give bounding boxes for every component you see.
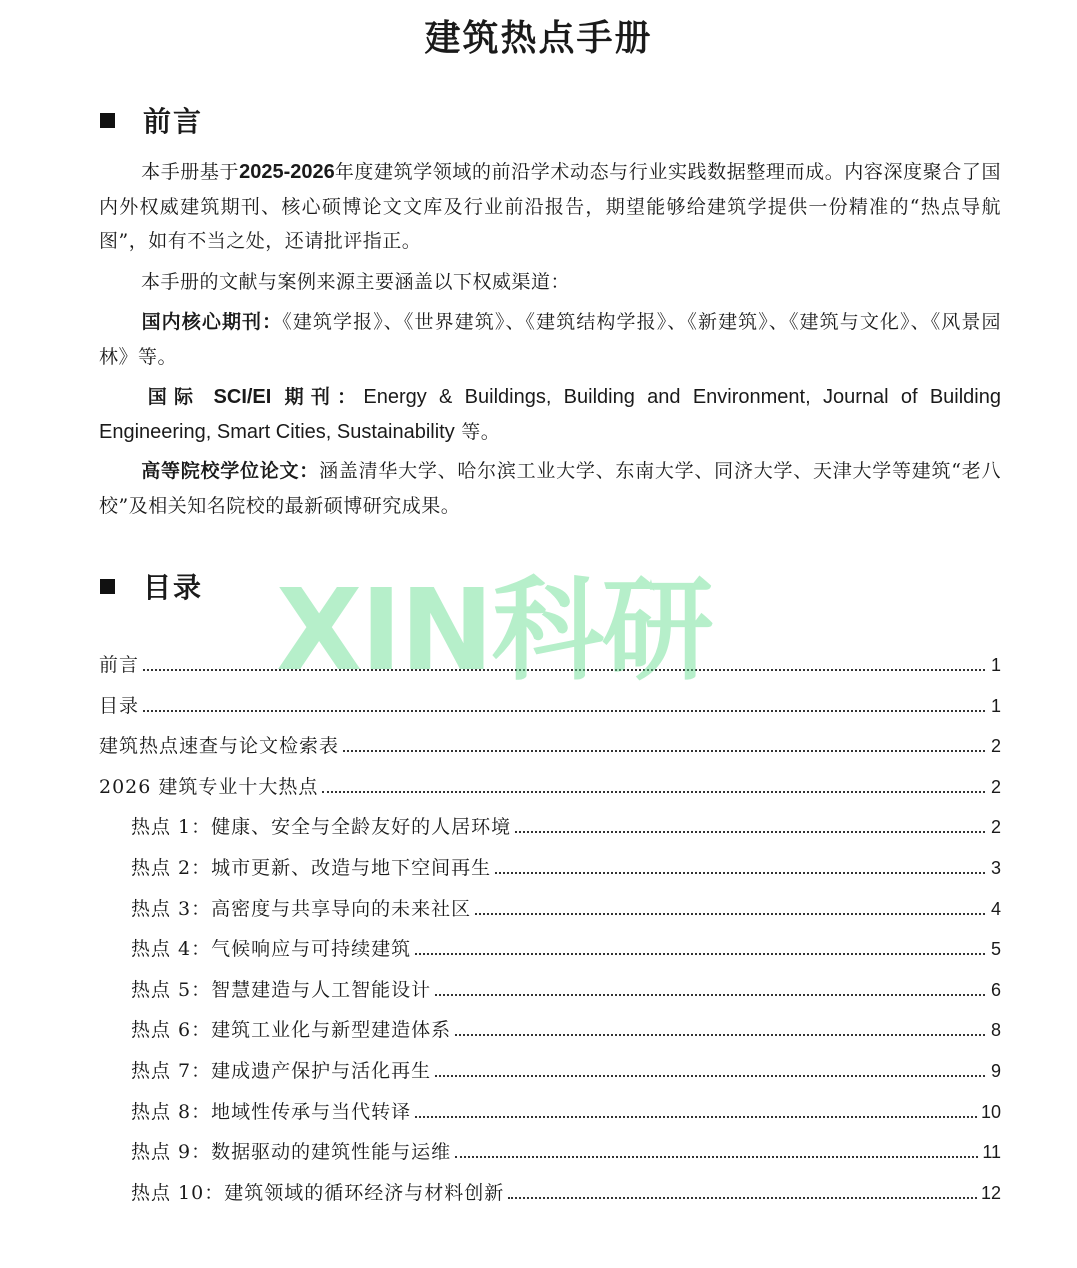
toc-entry-page: 1 bbox=[990, 655, 1001, 675]
toc-leader-dots bbox=[435, 993, 985, 996]
toc-entry-label: 目录 bbox=[99, 694, 140, 717]
toc-entry-label: 热点 4：气候响应与可持续建筑 bbox=[131, 938, 412, 961]
toc-entry-page: 8 bbox=[990, 1020, 1001, 1041]
toc-entry[interactable] bbox=[99, 689, 1001, 730]
toc-entry-page: 5 bbox=[990, 939, 1001, 960]
toc-leader-dots bbox=[415, 952, 985, 955]
toc-entry[interactable] bbox=[99, 1095, 1001, 1136]
toc-entry[interactable] bbox=[99, 1176, 1001, 1217]
toc-entry[interactable] bbox=[99, 973, 1001, 1014]
toc-entry-page: 1 bbox=[990, 695, 1001, 716]
square-bullet-icon bbox=[100, 579, 115, 594]
intl-label-1: 国际 bbox=[141, 386, 201, 408]
toc-entry[interactable] bbox=[99, 810, 1001, 851]
toc-entry-label: 建筑热点速查与论文检索表 bbox=[99, 735, 340, 758]
intro-part1: 本手册基于 bbox=[141, 161, 240, 183]
toc-entry-page: 2 bbox=[990, 776, 1001, 797]
toc-entry-label: 热点 8：地域性传承与当代转译 bbox=[131, 1100, 412, 1123]
toc-leader-dots bbox=[475, 912, 985, 915]
toc-leader-dots bbox=[415, 1115, 977, 1118]
intl-text: Energy & Buildings, Building and Environment, Journal of Building Engineering, Smart Cities, Sustainability bbox=[99, 386, 1001, 443]
theses-paragraph bbox=[99, 454, 1001, 523]
toc-entry-page: 11 bbox=[982, 1142, 1001, 1163]
sources-intro-text: 本手册的文献与案例来源主要涵盖以下权威渠道： bbox=[141, 271, 571, 293]
toc-entry-label: 热点 2：城市更新、改造与地下空间再生 bbox=[131, 856, 492, 879]
toc-entry[interactable] bbox=[99, 1135, 1001, 1176]
domestic-journals-paragraph bbox=[99, 305, 1001, 374]
intl-label-3: 期刊： bbox=[284, 386, 364, 408]
toc-entry-page: 4 bbox=[990, 898, 1001, 919]
toc-entry-label: 2026 建筑专业十大热点 bbox=[99, 775, 319, 798]
domestic-text: 《建筑学报》、《世界建筑》、《建筑结构学报》、《新建筑》、《建筑与文化》、《风景园林》等。 bbox=[99, 311, 1001, 368]
toc-entry[interactable] bbox=[99, 1013, 1001, 1054]
toc-entry-label: 热点 3：高密度与共享导向的未来社区 bbox=[131, 897, 472, 920]
toc-entry-label: 热点 9：数据驱动的建筑性能与运维 bbox=[131, 1141, 452, 1164]
intro-years: 2025-2026 bbox=[239, 161, 335, 183]
toc-leader-dots bbox=[455, 1033, 985, 1036]
toc-entry-label: 热点 10：建筑领域的循环经济与材料创新 bbox=[131, 1181, 505, 1204]
toc-entry[interactable] bbox=[99, 770, 1001, 811]
toc-entry[interactable] bbox=[99, 932, 1001, 973]
toc-leader-dots bbox=[455, 1155, 978, 1158]
toc-entry[interactable] bbox=[99, 1054, 1001, 1095]
theses-text: 涵盖清华大学、哈尔滨工业大学、东南大学、同济大学、天津大学等建筑“老八校”及相关知名院校的最新硕博研究成果。 bbox=[99, 460, 1001, 517]
toc-entry-label: 热点 6：建筑工业化与新型建造体系 bbox=[131, 1019, 452, 1042]
toc-heading bbox=[100, 566, 203, 606]
page-title: 建筑热点手册 bbox=[424, 17, 653, 59]
toc-entry-page: 2 bbox=[990, 817, 1001, 838]
toc-leader-dots bbox=[143, 709, 985, 712]
preface-heading bbox=[100, 100, 203, 140]
domestic-label: 国内核心期刊： bbox=[141, 311, 283, 333]
intl-suffix: 等。 bbox=[461, 420, 501, 443]
toc-entry[interactable] bbox=[99, 729, 1001, 770]
toc-entry-page: 2 bbox=[990, 736, 1001, 757]
toc-leader-dots bbox=[495, 871, 985, 874]
toc-leader-dots bbox=[515, 830, 985, 833]
sources-intro-paragraph bbox=[99, 265, 1001, 300]
toc-heading-text: 目录 bbox=[143, 571, 204, 604]
toc-leader-dots bbox=[343, 749, 985, 752]
toc-entry[interactable] bbox=[99, 892, 1001, 933]
toc-entry[interactable] bbox=[99, 648, 1001, 689]
toc-leader-dots bbox=[143, 668, 985, 671]
toc-leader-dots bbox=[322, 790, 985, 793]
preface-heading-text: 前言 bbox=[143, 105, 204, 138]
intl-label-2: SCI/EI bbox=[213, 386, 272, 408]
square-bullet-icon bbox=[100, 113, 115, 128]
toc-entry-label: 热点 5：智慧建造与人工智能设计 bbox=[131, 978, 432, 1001]
toc-leader-dots bbox=[435, 1074, 985, 1077]
toc-entry[interactable] bbox=[99, 851, 1001, 892]
toc-entry-label: 前言 bbox=[99, 654, 140, 676]
toc-entry-page: 3 bbox=[990, 857, 1001, 878]
toc-entry-page: 9 bbox=[990, 1060, 1001, 1081]
table-of-contents bbox=[99, 648, 1001, 1216]
theses-label: 高等院校学位论文： bbox=[141, 460, 320, 482]
toc-entry-label: 热点 7：建成遗产保护与活化再生 bbox=[131, 1059, 432, 1082]
toc-leader-dots bbox=[508, 1196, 977, 1199]
toc-entry-page: 12 bbox=[980, 1182, 1001, 1203]
toc-entry-label: 热点 1：健康、安全与全龄友好的人居环境 bbox=[131, 816, 512, 839]
intl-journals-paragraph bbox=[99, 380, 1001, 449]
toc-entry-page: 6 bbox=[990, 979, 1001, 1000]
intro-part2: 年度建筑学领域的前沿学术动态与行业实践数据整理而成。内容深度聚合了国内外权威建筑期刊、核心硕博论文文库及行业前沿报告，期望能够给建筑学提供一份精准的“热点导航图”，如有不当之处，还请批评指正。 bbox=[99, 161, 1001, 252]
preface-intro-paragraph bbox=[99, 155, 1001, 259]
watermark: XIN科研 bbox=[276, 566, 712, 696]
toc-entry-page: 10 bbox=[980, 1101, 1001, 1122]
